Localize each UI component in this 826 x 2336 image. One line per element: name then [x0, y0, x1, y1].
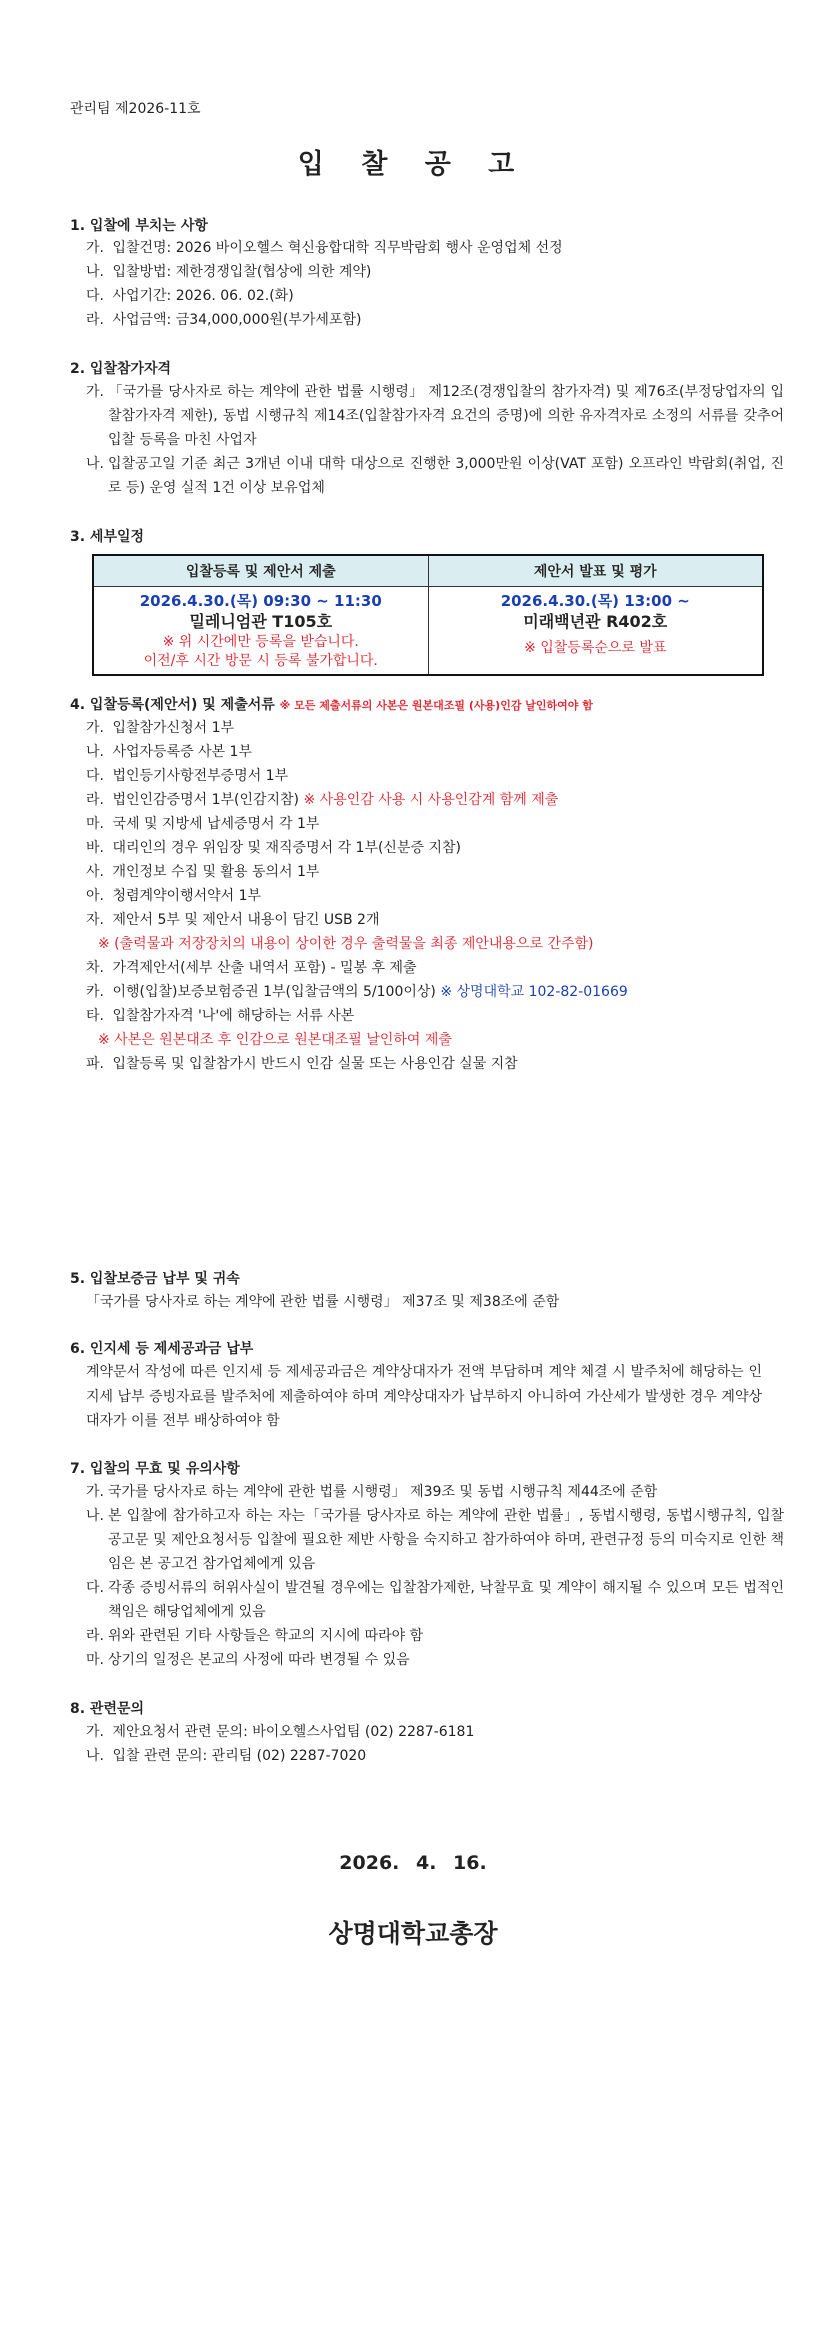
- issuer-signature: 상명대학교총장: [328, 1919, 498, 1948]
- s4-note-line: ※ (출력물과 저장장치의 내용이 상이한 경우 출력물을 최종 제안내용으로 간주함): [98, 936, 594, 952]
- s4-item: 카. 이행(입찰)보증보험증권 1부(입찰금액의 5/100이상) ※ 상명대학교 102-82-01669: [86, 984, 628, 1000]
- s7-item: 가. 국가를 당사자로 하는 계약에 관한 법률 시행령」 제39조 및 동법 시행규칙 제44조에 준함: [86, 1484, 658, 1500]
- s4-item: 마. 국세 및 지방세 납세증명서 각 1부: [86, 816, 320, 832]
- s4-item: 가. 입찰참가신청서 1부: [86, 720, 235, 736]
- s2-item: 나. 입찰공고일 기준 최근 3개년 이내 대학 대상으로 진행한 3,000만원 이상(VAT 포함) 오프라인 박람회(취업, 진로 등) 운영 실적 1건 이상 보유업체: [86, 456, 784, 496]
- s1-item: 라. 사업금액: 금34,000,000원(부가세포함): [86, 312, 362, 328]
- s4-item: 타. 입찰참가자격 '나'에 해당하는 서류 사본: [86, 1008, 355, 1024]
- schedule-table: [92, 554, 764, 676]
- schedule-header-presentation: 제안서 발표 및 평가: [428, 555, 763, 587]
- registration-date: 2026.4.30.(목) 09:30 ~ 11:30: [139, 592, 382, 610]
- section-4-note: ※ 모든 제출서류의 사본은 원본대조필 (사용)인감 날인하여야 함: [279, 699, 593, 712]
- s4-item: 아. 청렴계약이행서약서 1부: [86, 888, 262, 904]
- s1-item: 다. 사업기간: 2026. 06. 02.(화): [86, 288, 294, 304]
- section-3-heading: 3. 세부일정: [70, 529, 145, 545]
- s8-item: 나. 입찰 관련 문의: 관리팀 (02) 2287-7020: [86, 1748, 367, 1764]
- section-5-text: 「국가를 당사자로 하는 계약에 관한 법률 시행령」 제37조 및 제38조에 준함: [86, 1294, 560, 1310]
- section-5-heading: 5. 입찰보증금 납부 및 귀속: [70, 1271, 240, 1287]
- section-1-heading: 1. 입찰에 부치는 사항: [70, 218, 208, 234]
- registration-note: ※ 위 시간에만 등록을 받습니다.: [162, 634, 359, 650]
- s4-item: 라. 법인인감증명서 1부(인감지참) ※ 사용인감 사용 시 사용인감계 함께 제출: [86, 792, 559, 808]
- schedule-header-registration: 입찰등록 및 제안서 제출: [93, 555, 428, 587]
- section-6-text: 계약문서 작성에 따른 인지세 등 제세공과금은 계약상대자가 전액 부담하며 계약 체결 시 발주처에 해당하는 인지세 납부 증빙자료를 발주처에 제출하여야 하며 계약상대자가 납부하지 아니하여 가산세가 발생한 경우 계약상대자가 이를 전부 배상하여야 함: [86, 1364, 762, 1429]
- s2-item: 가. 「국가를 당사자로 하는 계약에 관한 법률 시행령」 제12조(경쟁입찰의 참가자격) 및 제76조(부정당업자의 입찰참가자격 제한), 동법 시행규칙 제14조(입찰참가자격 요건의 증명)에 의한 유자격자로 소정의 서류를 갖추어 입찰 등록을 마친 사업자: [86, 384, 784, 448]
- presentation-date: 2026.4.30.(목) 13:00 ~: [500, 592, 690, 610]
- s1-item: 나. 입찰방법: 제한경쟁입찰(협상에 의한 계약): [86, 264, 372, 280]
- section-7-heading: 7. 입찰의 무효 및 유의사항: [70, 1461, 240, 1477]
- s4-item: 사. 개인정보 수집 및 활용 동의서 1부: [86, 864, 320, 880]
- s7-item: 나. 본 입찰에 참가하고자 하는 자는「국가를 당사자로 하는 계약에 관한 법률」, 동법시행령, 동법시행규칙, 입찰공고문 및 제안요청서등 입찰에 필요한 제반 사항을 숙지하고 참가하여야 하며, 관련규정 등의 미숙지로 인한 책임은 본 공고건 참가업체에게 있음: [86, 1508, 784, 1572]
- section-2-heading: 2. 입찰참가자격: [70, 361, 172, 377]
- registration-note: 이전/후 시간 방문 시 등록 불가합니다.: [143, 653, 378, 669]
- s7-item: 마. 상기의 일정은 본교의 사정에 따라 변경될 수 있음: [86, 1652, 410, 1668]
- presentation-note: ※ 입찰등록순으로 발표: [524, 640, 667, 656]
- s4-item: 바. 대리인의 경우 위임장 및 재직증명서 각 1부(신분증 지참): [86, 840, 461, 856]
- s4-note-line: ※ 사본은 원본대조 후 인감으로 원본대조필 날인하여 제출: [98, 1032, 452, 1048]
- s1-item: 가. 입찰건명: 2026 바이오헬스 혁신융합대학 직무박람회 행사 운영업체 선정: [86, 240, 563, 256]
- s4-item: 차. 가격제안서(세부 산출 내역서 포함) - 밀봉 후 제출: [86, 960, 417, 976]
- page-title: 입 찰 공 고: [297, 149, 529, 180]
- document-number: 관리팀 제2026-11호: [70, 101, 201, 117]
- schedule-cell-presentation: [428, 587, 763, 676]
- notice-date: 2026. 4. 16.: [339, 1852, 487, 1874]
- section-4-heading: 4. 입찰등록(제안서) 및 제출서류 ※ 모든 제출서류의 사본은 원본대조필 (사용)인감 날인하여야 함: [70, 697, 593, 713]
- section-6-heading: 6. 인지세 등 제세공과금 납부: [70, 1341, 254, 1357]
- s4-item: 자. 제안서 5부 및 제안서 내용이 담긴 USB 2개: [86, 912, 380, 928]
- s4-item: 다. 법인등기사항전부증명서 1부: [86, 768, 289, 784]
- presentation-place: 미래백년관 R402호: [523, 612, 668, 631]
- schedule-cell-registration: [93, 587, 428, 676]
- s4-item: 나. 사업자등록증 사본 1부: [86, 744, 252, 760]
- s7-item: 다. 각종 증빙서류의 허위사실이 발견될 경우에는 입찰참가제한, 낙찰무효 및 계약이 해지될 수 있으며 모든 법적인 책임은 해당업체에게 있음: [86, 1580, 784, 1620]
- section-8-heading: 8. 관련문의: [70, 1701, 145, 1717]
- s7-item: 라. 위와 관련된 기타 사항들은 학교의 지시에 따라야 함: [86, 1628, 424, 1644]
- s8-item: 가. 제안요청서 관련 문의: 바이오헬스사업팀 (02) 2287-6181: [86, 1724, 475, 1740]
- registration-place: 밀레니엄관 T105호: [189, 612, 333, 631]
- s4-item: 파. 입찰등록 및 입찰참가시 반드시 인감 실물 또는 사용인감 실물 지참: [86, 1056, 518, 1072]
